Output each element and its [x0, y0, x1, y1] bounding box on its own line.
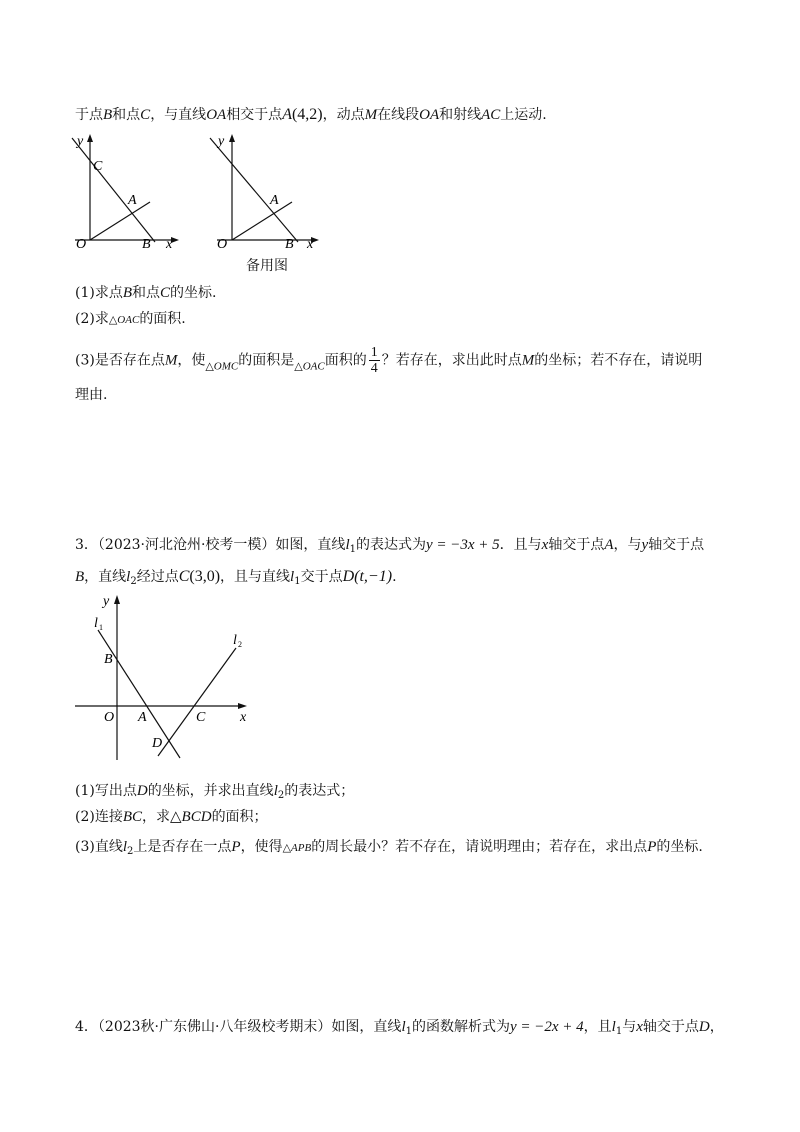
p2-fig1-A-label: A [128, 193, 137, 208]
p2-intro: 于点B和点C，与直线OA相交于点A(4,2)，动点M在线段OA和射线AC上运动. [75, 106, 547, 123]
p2-fig2-x-label: x [307, 237, 314, 252]
p3-q3: (3)直线$l_2$上是否存在一点P，使得△APB的周长最小？若不存在，请说明理由；若存在，求出点P的坐标. [75, 839, 703, 857]
p2-q3-line2: 理由. [75, 387, 108, 403]
p3-fig-D-label: D [152, 736, 163, 751]
p3-fig-l2-label: l [233, 633, 237, 648]
p3-fig-x-label: x [240, 710, 247, 725]
p2-q3-line1: (3)是否存在点M，使$_{\triangle OMC}$的面积是$_{\triangle OAC}$面积的 $\frac{1}{4}$ ？若存在，求出此时点M的坐标；若不存在，请说明 [75, 345, 703, 376]
p2-fig1-O-label: O [76, 237, 87, 252]
p3-line2: B，直线$l_2$经过点C(3,0)，且与直线$l_1$交于点D(t,−1). [75, 568, 397, 587]
p3-fig-C-label: C [196, 710, 206, 725]
p2-fig2-y-label: y [218, 134, 225, 149]
p3-q1: (1)写出点D的坐标，并求出直线$l_2$的表达式； [75, 783, 355, 801]
p2-fig1-C-label: C [93, 159, 103, 174]
p2-fig1-B-label: B [142, 237, 151, 252]
p3-fig-A-label: A [138, 710, 147, 725]
p4-line1: 4．（2023秋·广东佛山·八年级校考期末）如图，直线$l_1$的函数解析式为y = −2x + 4，且$l_1$与x轴交于点D， [75, 1019, 724, 1037]
p2-fig1-y-label: y [77, 134, 84, 149]
p2-figure [60, 130, 340, 255]
p3-q2: (2)连接BC，求△BCD的面积； [75, 809, 268, 825]
p3-fig-y-label: y [103, 594, 110, 609]
p2-fig1-x-label: x [166, 237, 173, 252]
p3-fig-B-label: B [104, 652, 113, 667]
p3-figure [70, 590, 260, 765]
p2-fig2-B-label: B [285, 237, 294, 252]
p2-figure-main [72, 134, 179, 252]
p2-figure-caption: 备用图 [246, 258, 288, 274]
p2-q1: (1)求点B和点C的坐标. [75, 285, 217, 301]
p2-q2: (2)求△OAC的面积. [75, 311, 186, 327]
p3-line1: 3．（2023·河北沧州·校考一模）如图，直线$l_1$的表达式为y = −3x + 5．且与x轴交于点A，与y轴交于点 [75, 537, 705, 555]
p3-fig-l1-sub: 1 [99, 623, 103, 632]
fraction-one-quarter: $\frac{1}{4}$ [370, 345, 378, 376]
p2-fig2-A-label: A [270, 193, 279, 208]
p3-fig-l2-sub: 2 [238, 640, 242, 649]
p2-fig2-O-label: O [217, 237, 228, 252]
p2-figure-spare [210, 134, 319, 252]
p3-fig-O-label: O [104, 710, 115, 725]
p3-fig-l1-label: l [94, 616, 98, 631]
